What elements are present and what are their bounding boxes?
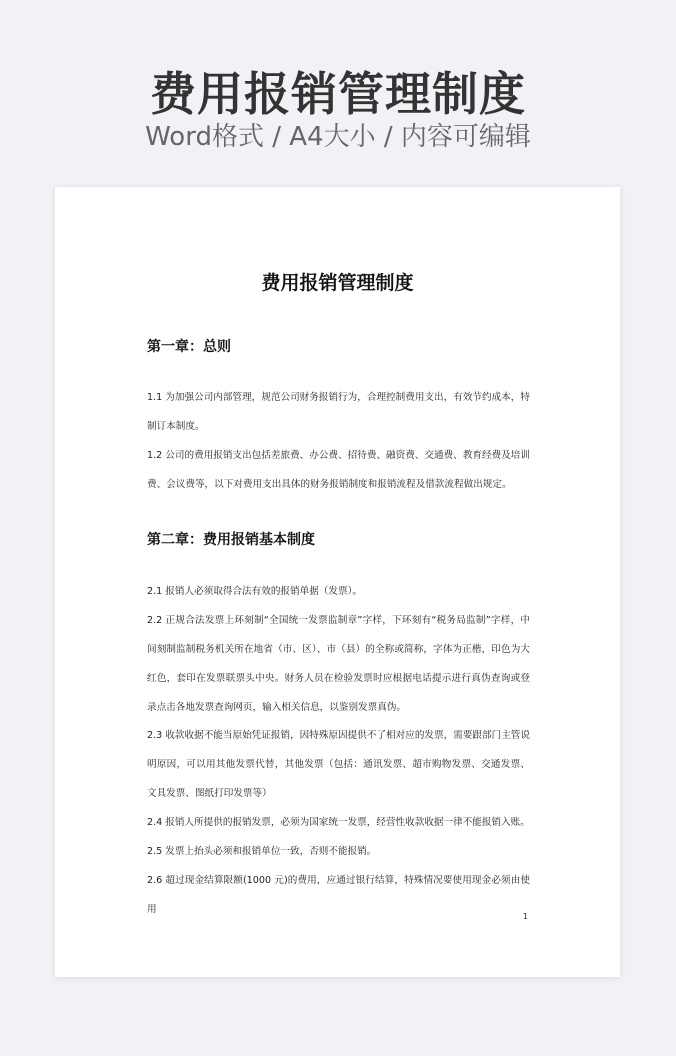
banner-subtitle: Word格式 / A4大小 / 内容可编辑 [145, 122, 531, 152]
banner-title: 费用报销管理制度 [150, 67, 526, 121]
paragraph-2-1: 2.1 报销人必须取得合法有效的报销单据（发票）。 [147, 586, 362, 597]
chapter-heading-1: 第一章：总则 [147, 339, 231, 355]
paragraph-1-1: 1.1 为加强公司内部管理，规范公司财务报销行为，合理控制费用支出，有效节约成本，特制订本制度。 [147, 392, 530, 432]
paragraph-2-2: 2.2 正规合法发票上环刻制“全国统一发票监制章”字样，下环刻有“税务局监制”字样，中间刻制监制税务机关所在地省（市、区）、市（县）的全称或简称，字体为正楷，印色为大红色，套印在发票联票头中央。财务人员在检验发票时应根据电话提示进行真伪查询或登录点击各地发票查询网页，输入相关信息，以鉴别发票真伪。 [147, 615, 530, 713]
page-number: 1 [522, 912, 528, 921]
paragraph-2-6: 2.6 超过现金结算限额(1000 元)的费用，应通过银行结算，特殊情况要使用现金必须由使用 [147, 875, 530, 915]
chapter-heading-2: 第二章：费用报销基本制度 [147, 532, 315, 548]
document-title: 费用报销管理制度 [261, 272, 414, 294]
paragraph-2-3: 2.3 收款收据不能当原始凭证报销，因特殊原因提供不了相对应的发票，需要跟部门主管说明原因，可以用其他发票代替，其他发票（包括：通讯发票、超市购物发票、交通发票、文具发票、图纸打印发票等） [147, 730, 530, 799]
document-page [55, 187, 620, 977]
paragraph-2-4: 2.4 报销人所提供的报销发票，必须为国家统一发票，经营性收款收据一律不能报销入账。 [147, 817, 530, 828]
paragraph-1-2: 1.2 公司的费用报销支出包括差旅费、办公费、招待费、融资费、交通费、教育经费及培训费、会议费等，以下对费用支出具体的财务报销制度和报销流程及借款流程做出规定。 [147, 450, 530, 490]
paragraph-2-5: 2.5 发票上抬头必须和报销单位一致，否则不能报销。 [147, 846, 377, 857]
